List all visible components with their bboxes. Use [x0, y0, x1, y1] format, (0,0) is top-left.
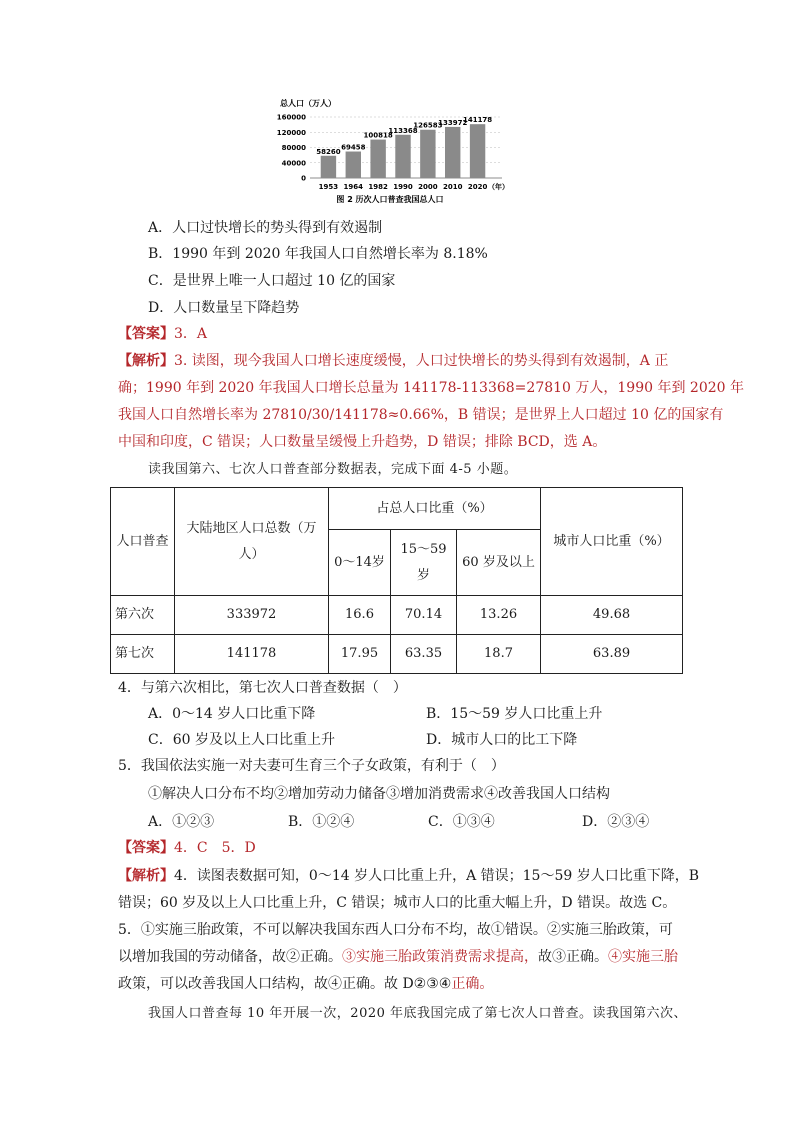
table-intro: 读我国第六、七次人口普查部分数据表，完成下面 4-5 小题。	[148, 462, 518, 477]
x-tick-1964: 1964	[343, 183, 364, 191]
y-tick-label: 120000	[276, 128, 306, 137]
header-census: 人口普查	[111, 488, 175, 596]
x-tick-1953: 1953	[318, 183, 339, 191]
x-tick-1990: 1990	[393, 183, 413, 191]
analysis-text: 4．读图表数据可知，0～14 岁人口比重上升，A 错误；15～59 岁人口比重下降，B	[174, 868, 700, 884]
q3-analysis-line-4: 中国和印度，C 错误；人口数量呈缓慢上升趋势，D 错误；排除 BCD，选 A。	[118, 434, 607, 450]
bar-1982	[370, 140, 385, 178]
data-label-1982: 100818	[363, 131, 393, 140]
header-total: 大陆地区人口总数（万人）	[175, 488, 329, 596]
q5-items: ①解决人口分布不均②增加劳动力储备③增加消费需求④改善我国人口结构	[148, 786, 610, 802]
q3-analysis-line-3: 我国人口自然增长率为 27810/30/141178≈0.66%，B 错误；是世界上人口超过 10 亿的国家有	[118, 407, 724, 423]
q3-option-b: B．1990 年到 2020 年我国人口自然增长率为 8.18%	[148, 246, 488, 262]
data-label-2000: 126583	[413, 121, 443, 130]
q4-stem: 4．与第六次相比，第七次人口普查数据（ ）	[118, 680, 407, 696]
q3-analysis-line-2: 确；1990 年到 2020 年我国人口增长总量为 141178-113368=27810 万人，1990 年到 2020 年	[118, 380, 744, 396]
row-age1: 16.6	[329, 596, 391, 635]
q4-option-a: A．0～14 岁人口比重下降	[148, 706, 316, 722]
analysis-bracket: 【解析】	[118, 353, 174, 369]
q5-stem: 5．我国依法实施一对夫妻可生育三个子女政策，有利于（ ）	[118, 758, 505, 774]
q45-analysis-line-3: 5．①实施三胎政策，不可以解决我国东西人口分布不均，故①错误。②实施三胎政策，可	[118, 922, 673, 938]
row-age2: 70.14	[391, 596, 457, 635]
y-axis-label: 总人口（万人）	[280, 99, 336, 108]
row-urban: 63.89	[541, 635, 683, 674]
analysis-text: 以增加我国的劳动储备，故②正确。	[118, 949, 342, 965]
bar-2010	[445, 127, 460, 178]
answer-bracket: 【答案】	[118, 326, 174, 342]
analysis-text: 3. 读图，现今我国人口增长速度缓慢，人口过快增长的势头得到有效遏制，A 正	[174, 353, 669, 369]
data-label-1953: 58260	[316, 147, 341, 156]
answer-value: 4．C 5．D	[174, 840, 256, 856]
analysis-red-text: ④实施三胎	[608, 949, 678, 965]
row-total: 333972	[175, 596, 329, 635]
table-row	[111, 635, 683, 674]
x-tick-2010: 2010	[442, 183, 463, 191]
header-age-0-14: 0～14岁	[329, 530, 391, 596]
row-age3: 13.26	[457, 596, 541, 635]
analysis-red-text: 正确。	[451, 976, 494, 992]
q5-option-d: D．②③④	[582, 814, 650, 830]
header-age-15-59: 15～59岁	[391, 530, 457, 596]
data-label-2010: 133972	[438, 118, 468, 127]
bar-2020	[470, 124, 485, 178]
bar-1964	[346, 152, 361, 178]
population-bar-chart	[270, 92, 510, 210]
data-label-1964: 69458	[341, 143, 366, 152]
analysis-text: 政策，可以改善我国人口结构，故④正确。故 D②③④	[118, 976, 452, 992]
y-tick-label: 40000	[281, 159, 306, 168]
q3-answer	[118, 324, 207, 344]
x-tick-1982: 1982	[368, 183, 388, 191]
q45-analysis-line-2: 错误；60 岁及以上人口比重上升，C 错误；城市人口的比重大幅上升，D 错误。故选 C。	[118, 895, 677, 911]
analysis-red-text: ③实施三胎政策消费需求提高，	[342, 949, 538, 965]
header-share: 占总人口比重（%）	[329, 488, 541, 530]
row-name: 第六次	[111, 596, 175, 635]
header-age-60-plus: 60 岁及以上	[457, 530, 541, 596]
q4-option-b: B．15～59 岁人口比重上升	[426, 706, 603, 722]
header-urban: 城市人口比重（%）	[541, 488, 683, 596]
row-age3: 18.7	[457, 635, 541, 674]
data-label-1990: 113368	[388, 126, 418, 135]
y-tick-label: 160000	[276, 113, 306, 122]
q3-option-a: A．人口过快增长的势头得到有效遏制	[148, 220, 383, 236]
y-tick-label: 0	[301, 174, 306, 183]
q3-option-c: C．是世界上唯一人口超过 10 亿的国家	[148, 273, 396, 289]
q45-answer	[118, 838, 256, 858]
row-age2: 63.35	[391, 635, 457, 674]
census-table	[110, 487, 683, 674]
answer-value: 3．A	[174, 326, 208, 342]
q3-analysis-line-1	[118, 351, 668, 371]
y-tick-labels	[277, 114, 306, 183]
x-tick-2000: 2000	[418, 183, 438, 191]
y-tick-label: 80000	[281, 144, 306, 152]
chart-title: 图 2 历次人口普查我国总人口	[336, 195, 444, 204]
q5-option-b: B．①②④	[288, 814, 355, 830]
q5-option-c: C．①③④	[428, 814, 495, 830]
x-unit-label: （年）	[488, 183, 509, 191]
q45-analysis-line-4	[118, 947, 678, 967]
q4-option-c: C．60 岁及以上人口比重上升	[148, 732, 335, 748]
row-age1: 17.95	[329, 635, 391, 674]
q3-option-d: D．人口数量呈下降趋势	[148, 300, 300, 316]
analysis-bracket: 【解析】	[118, 868, 174, 884]
answer-bracket: 【答案】	[118, 840, 174, 856]
row-name: 第七次	[111, 635, 175, 674]
table-row	[111, 596, 683, 635]
row-urban: 49.68	[541, 596, 683, 635]
x-tick-labels	[319, 183, 488, 191]
q4-option-d: D．城市人口的比工下降	[426, 732, 578, 748]
q5-option-a: A．①②③	[148, 814, 215, 830]
bar-2000	[420, 130, 435, 178]
analysis-text: 故③正确。	[538, 949, 608, 965]
bar-1953	[321, 156, 336, 178]
row-total: 141178	[175, 635, 329, 674]
q45-analysis-line-5	[118, 974, 493, 994]
bar-1990	[395, 135, 410, 178]
closing-intro: 我国人口普查每 10 年开展一次，2020 年底我国完成了第七次人口普查。读我国第六次、	[148, 1006, 688, 1021]
q45-analysis-line-1	[118, 866, 699, 886]
data-label-2020: 141178	[462, 116, 493, 125]
x-tick-2020: 2020	[467, 183, 488, 191]
